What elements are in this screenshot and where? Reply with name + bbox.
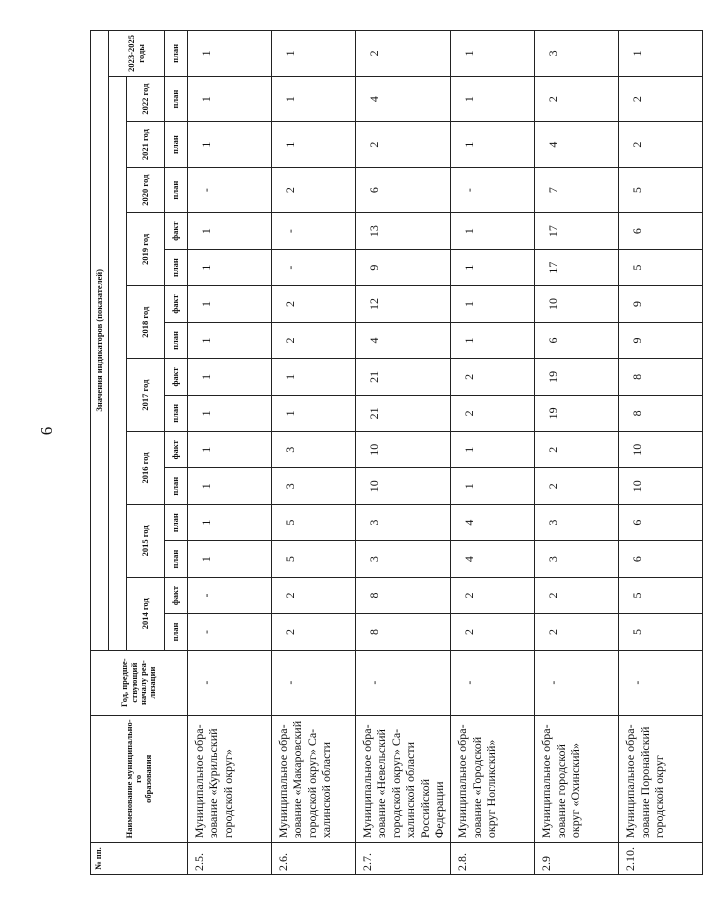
indicator-value: 1 (188, 468, 272, 504)
indicator-value: 1 (272, 359, 356, 395)
indicator-value: 1 (272, 395, 356, 431)
header-plan: план (165, 31, 188, 77)
header-plan: план (165, 122, 188, 168)
indicator-value: 6 (619, 541, 703, 577)
indicator-value: 1 (188, 122, 272, 168)
prev-year-value: - (356, 650, 451, 715)
indicator-value: 1 (451, 122, 535, 168)
header-fact: факт (165, 577, 188, 613)
indicator-value: 3 (535, 541, 619, 577)
indicator-value: 5 (619, 167, 703, 213)
header-blank (109, 76, 127, 650)
indicator-value: 3 (356, 541, 451, 577)
header-year-2017: 2017 год (127, 359, 165, 432)
indicator-value: 2 (451, 395, 535, 431)
header-plan: план (165, 322, 188, 358)
indicator-value: 3 (272, 468, 356, 504)
indicator-value: 4 (356, 322, 451, 358)
indicator-value: 4 (535, 122, 619, 168)
indicator-value: 1 (451, 432, 535, 468)
indicator-value: 3 (535, 504, 619, 540)
indicator-value: 2 (272, 577, 356, 613)
indicator-value: 9 (356, 249, 451, 285)
municipality-name: Муниципальное обра-зование «Курильский городской округ» (188, 715, 272, 843)
header-year-2019: 2019 год (127, 213, 165, 286)
indicator-value: 1 (188, 359, 272, 395)
indicator-value: 2 (535, 468, 619, 504)
indicator-value: 1 (451, 213, 535, 249)
row-number: 2.8. (451, 843, 535, 875)
indicator-value: 21 (356, 395, 451, 431)
indicator-value: 6 (619, 504, 703, 540)
indicator-value: 1 (451, 286, 535, 322)
header-plan: план (165, 395, 188, 431)
municipality-name: Муниципальное обра-зование «Городской округ Ногликский» (451, 715, 535, 843)
header-year-2015: 2015 год (127, 504, 165, 577)
indicator-value: 19 (535, 359, 619, 395)
indicator-value: 5 (619, 577, 703, 613)
indicator-value: 19 (535, 395, 619, 431)
indicator-value: 5 (272, 541, 356, 577)
indicator-value: - (188, 577, 272, 613)
indicator-value: 9 (619, 286, 703, 322)
indicator-value: 1 (188, 395, 272, 431)
indicator-value: - (451, 167, 535, 213)
header-fact: факт (165, 359, 188, 395)
row-number: 2.5. (188, 843, 272, 875)
indicator-value: 2 (272, 614, 356, 650)
header-plan: план (165, 541, 188, 577)
table-row (535, 31, 619, 875)
indicator-value: 10 (619, 432, 703, 468)
indicator-value: - (188, 167, 272, 213)
indicator-value: 2 (451, 614, 535, 650)
header-year-2016: 2016 год (127, 432, 165, 505)
indicator-value: 21 (356, 359, 451, 395)
indicator-value: 2 (451, 577, 535, 613)
indicator-value: - (272, 213, 356, 249)
prev-year-value: - (619, 650, 703, 715)
indicator-value: 6 (619, 213, 703, 249)
table-row (451, 31, 535, 875)
indicator-value: 1 (272, 31, 356, 77)
indicator-value: 1 (451, 76, 535, 122)
indicator-value: - (188, 614, 272, 650)
indicator-value: 1 (188, 286, 272, 322)
indicator-value: 2 (535, 432, 619, 468)
municipality-name: Муниципальное обра-зование городской округ «Охинский» (535, 715, 619, 843)
header-fact: план (165, 504, 188, 540)
header-plan: план (165, 167, 188, 213)
header-number: № пп. (91, 843, 188, 875)
header-year-2020: 2020 год (127, 167, 165, 213)
indicator-value: 2 (535, 614, 619, 650)
header-year-2014: 2014 год (127, 577, 165, 650)
indicator-value: 9 (619, 322, 703, 358)
row-number: 2.9 (535, 843, 619, 875)
table-row (188, 31, 272, 875)
indicator-value: 1 (188, 432, 272, 468)
indicator-value: 2 (272, 167, 356, 213)
indicator-value: 10 (535, 286, 619, 322)
prev-year-value: - (535, 650, 619, 715)
indicator-value: 7 (535, 167, 619, 213)
indicator-value: 6 (356, 167, 451, 213)
header-plan: план (165, 468, 188, 504)
indicator-value: 5 (619, 614, 703, 650)
header-indicators: Значения индикаторов (показателей) (91, 31, 109, 651)
header-year-2022: 2022 год (127, 76, 165, 122)
indicator-value: 2 (356, 31, 451, 77)
indicator-value: 17 (535, 249, 619, 285)
indicator-value: 1 (272, 76, 356, 122)
table-row (356, 31, 451, 875)
rotated-table-container (90, 30, 667, 875)
header-fact: факт (165, 286, 188, 322)
indicator-value: 10 (356, 432, 451, 468)
indicator-value: 4 (451, 541, 535, 577)
row-number: 2.7. (356, 843, 451, 875)
indicator-value: 4 (356, 76, 451, 122)
row-number: 2.10. (619, 843, 703, 875)
indicator-value: 1 (188, 31, 272, 77)
header-fact: факт (165, 213, 188, 249)
prev-year-value: - (451, 650, 535, 715)
indicator-value: 1 (619, 31, 703, 77)
indicator-value: 8 (619, 359, 703, 395)
header-plan: план (165, 76, 188, 122)
indicator-value: 2 (272, 286, 356, 322)
indicator-value: 12 (356, 286, 451, 322)
indicator-value: 8 (356, 577, 451, 613)
indicator-value: 1 (451, 322, 535, 358)
indicator-value: 2 (356, 122, 451, 168)
indicator-value: 17 (535, 213, 619, 249)
indicator-value: 2 (535, 76, 619, 122)
indicator-value: 2 (272, 322, 356, 358)
indicator-value: 1 (451, 249, 535, 285)
indicator-value: 13 (356, 213, 451, 249)
header-year-2021: 2021 год (127, 122, 165, 168)
indicator-value: 3 (535, 31, 619, 77)
indicator-value: 1 (188, 541, 272, 577)
indicator-value: - (272, 249, 356, 285)
indicator-value: 2 (619, 76, 703, 122)
indicator-value: 10 (619, 468, 703, 504)
municipality-name: Муниципальное обра-зование Поронайский городской округ (619, 715, 703, 843)
indicator-value: 4 (451, 504, 535, 540)
page-number: 6 (37, 426, 56, 436)
indicator-value: 3 (272, 432, 356, 468)
indicator-value: 5 (272, 504, 356, 540)
indicator-value: 1 (272, 122, 356, 168)
indicator-value: 1 (188, 213, 272, 249)
indicator-value: 1 (451, 468, 535, 504)
indicator-value: 10 (356, 468, 451, 504)
header-name-line2: образования (142, 754, 153, 803)
header-name-line1: Наименование муниципально-го (123, 719, 144, 839)
indicator-value: 1 (451, 31, 535, 77)
indicator-value: 1 (188, 322, 272, 358)
indicator-value: 1 (188, 504, 272, 540)
indicator-value: 5 (619, 249, 703, 285)
municipality-name: Муниципальное обра-зование «Макаровский городской округ» Са-халинской области (272, 715, 356, 843)
indicator-value: 2 (619, 122, 703, 168)
indicator-value: 2 (451, 359, 535, 395)
table-row (619, 31, 703, 875)
indicator-value: 8 (356, 614, 451, 650)
header-year-2018: 2018 год (127, 286, 165, 359)
indicators-table (90, 30, 703, 875)
indicator-value: 1 (188, 76, 272, 122)
header-fact: факт (165, 432, 188, 468)
indicator-value: 3 (356, 504, 451, 540)
indicator-value: 1 (188, 249, 272, 285)
header-year-2023-2025: 2023-2025 годы (109, 31, 165, 77)
header-plan: план (165, 249, 188, 285)
prev-year-value: - (188, 650, 272, 715)
indicator-value: 6 (535, 322, 619, 358)
row-number: 2.6. (272, 843, 356, 875)
header-plan: план (165, 614, 188, 650)
table-row (272, 31, 356, 875)
indicator-value: 8 (619, 395, 703, 431)
header-name (91, 715, 188, 843)
indicator-value: 2 (535, 577, 619, 613)
header-prev-year: Год, предше-ствующий началу реа-лизации (91, 650, 188, 715)
prev-year-value: - (272, 650, 356, 715)
municipality-name: Муниципальное обра-зование «Невельский городской округ» Са-халинской области Российской Федерации (356, 715, 451, 843)
